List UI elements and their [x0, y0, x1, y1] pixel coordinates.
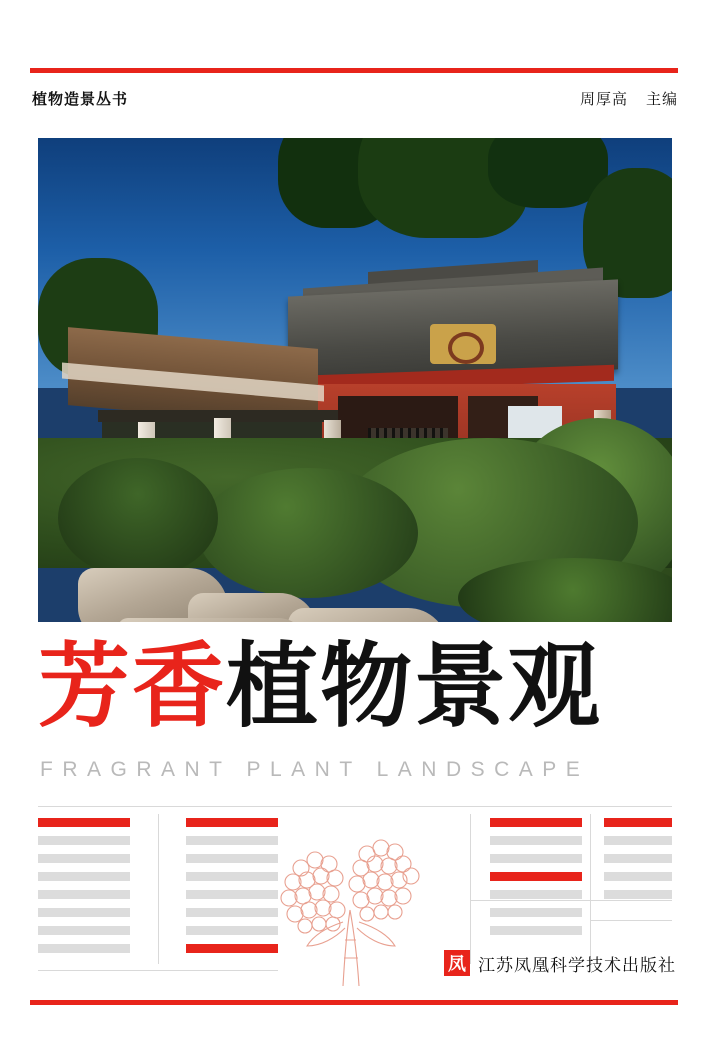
- photo-shrub: [58, 458, 218, 578]
- decor-bar-gray: [38, 908, 130, 917]
- decor-bar-gray: [38, 890, 130, 899]
- photo-rock: [288, 608, 448, 622]
- decor-bar-gray: [490, 854, 582, 863]
- flower-illustration: [255, 810, 445, 990]
- decor-hline: [590, 920, 672, 921]
- photo-rock: [118, 618, 308, 622]
- decor-column: [38, 818, 130, 962]
- decor-bar-gray: [604, 872, 672, 881]
- title-red-part: 芳香: [38, 633, 227, 740]
- publisher-name: 江苏凤凰科学技术出版社: [478, 955, 676, 975]
- bottom-red-rule: [30, 1000, 678, 1005]
- decor-bar-gray: [38, 836, 130, 845]
- series-and-editor-line: [32, 88, 678, 112]
- decor-hline: [38, 970, 278, 971]
- decor-bar-gray: [490, 890, 582, 899]
- publisher-logo-icon: 凤: [444, 950, 470, 976]
- decor-vline: [590, 814, 591, 964]
- decor-bar-gray: [38, 926, 130, 935]
- decor-bar-gray: [604, 890, 672, 899]
- photo-panel-ring: [448, 332, 484, 364]
- photo-gold-panel: [430, 324, 496, 364]
- subtitle-english: FRAGRANT PLANT LANDSCAPE: [40, 758, 590, 781]
- decor-hairline: [38, 806, 672, 807]
- decor-column: [604, 818, 672, 908]
- photo-shrub: [198, 468, 418, 598]
- decor-bar-gray: [38, 854, 130, 863]
- decor-column: [490, 818, 582, 944]
- decor-bar-gray: [604, 854, 672, 863]
- editor-name: 周厚高: [579, 91, 628, 108]
- decor-bar-gray: [38, 944, 130, 953]
- editor-credit: [580, 88, 678, 109]
- page-title: [38, 632, 678, 742]
- decor-bar-gray: [490, 926, 582, 935]
- decor-bar-red: [490, 818, 582, 827]
- decor-vline: [470, 814, 471, 964]
- decor-bar-gray: [604, 836, 672, 845]
- decor-bar-gray: [490, 908, 582, 917]
- title-black-part: 植物景观: [226, 633, 603, 740]
- decor-bar-gray: [490, 836, 582, 845]
- decor-bar-red: [38, 818, 130, 827]
- cover-photo: [38, 138, 672, 622]
- decor-bar-red: [490, 872, 582, 881]
- publisher-credit: [444, 950, 676, 976]
- top-red-rule: [30, 68, 678, 73]
- decor-bar-red: [604, 818, 672, 827]
- decor-vline: [158, 814, 159, 964]
- decor-bar-gray: [38, 872, 130, 881]
- editor-role: 主编: [645, 91, 678, 108]
- series-name: 植物造景丛书: [32, 91, 129, 108]
